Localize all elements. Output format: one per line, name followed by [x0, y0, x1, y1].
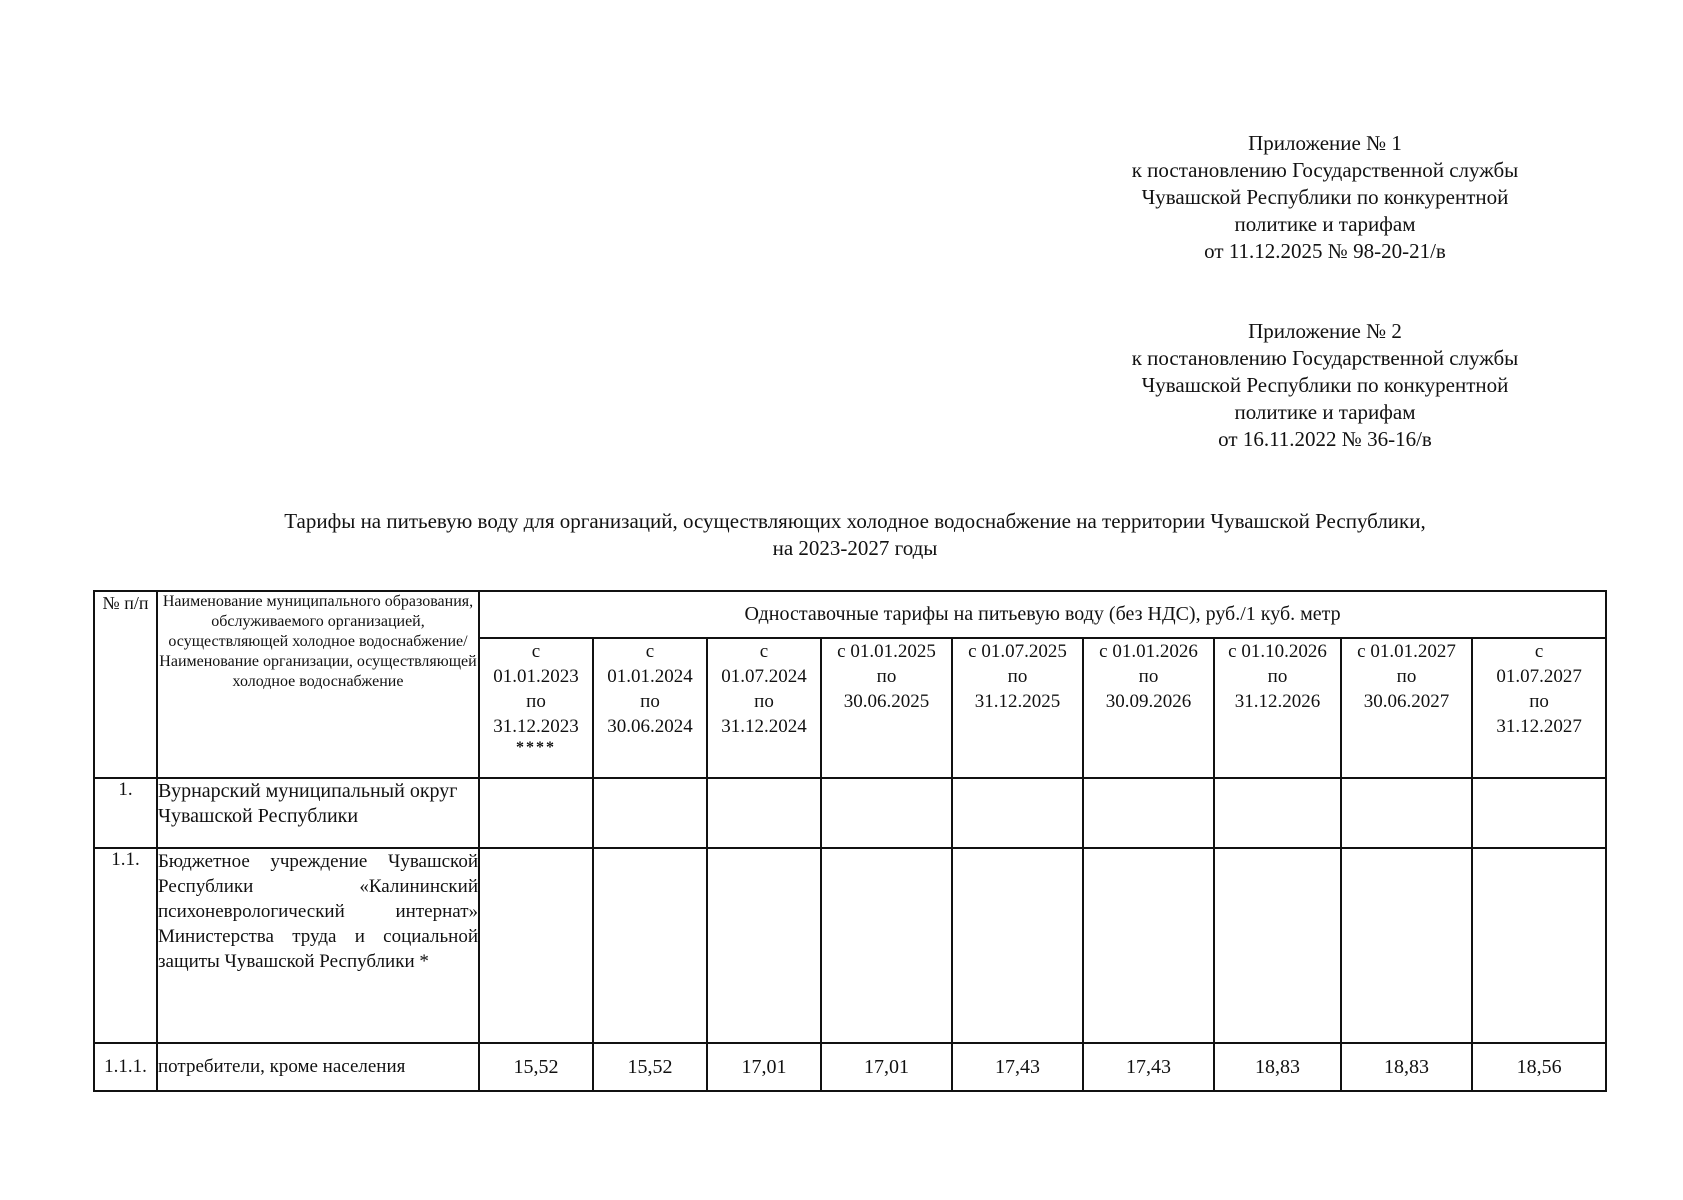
period-line: 30.09.2026: [1105, 691, 1192, 712]
period-line: 30.06.2024: [607, 716, 693, 737]
period-line: по: [640, 691, 660, 712]
period-header-2026-q1-q3: [1083, 638, 1214, 778]
appendix-1-date: от 11.12.2025 № 98-20-21/в: [1204, 239, 1446, 263]
period-line: по: [1529, 691, 1549, 712]
period-line: 30.06.2025: [843, 691, 930, 712]
appendix-1-number: Приложение № 1: [1248, 131, 1402, 155]
period-header-2024-h2: [707, 638, 821, 778]
tariffs-table: [93, 590, 1607, 1092]
period-header-2025-h1: [821, 638, 952, 778]
empty-cell: [479, 778, 593, 848]
empty-cell: [593, 778, 707, 848]
period-header-2027-h1: [1341, 638, 1472, 778]
period-line: с: [1534, 641, 1544, 662]
period-header-2023: [479, 638, 593, 778]
appendix-2-number: Приложение № 2: [1248, 319, 1402, 343]
tariff-value: 18,56: [1472, 1043, 1606, 1091]
row-number: 1.1.1.: [94, 1043, 157, 1091]
document-title-line-2: на 2023-2027 годы: [772, 536, 938, 560]
row-number: 1.1.: [94, 848, 157, 1043]
period-line: с: [645, 641, 655, 662]
period-line: по: [876, 666, 897, 687]
tariff-value: 18,83: [1341, 1043, 1472, 1091]
empty-cell: [821, 778, 952, 848]
period-line: по: [1007, 666, 1028, 687]
period-header-2024-h1: [593, 638, 707, 778]
period-line: с 01.01.2025: [837, 641, 936, 662]
period-line: с 01.01.2027: [1357, 641, 1456, 662]
table-row-consumers: [94, 1043, 1606, 1091]
period-header-2025-h2: [952, 638, 1083, 778]
appendix-2-line-4: политике и тарифам: [1234, 400, 1416, 424]
empty-cell: [1341, 778, 1472, 848]
table-row-organization: [94, 848, 1606, 1043]
appendix-1-line-3: Чувашской Республики по конкурентной: [1141, 185, 1509, 209]
appendix-1-line-4: политике и тарифам: [1234, 212, 1416, 236]
tariff-value: 15,52: [593, 1043, 707, 1091]
district-name: Вурнарский муниципальный округ Чувашской Республики: [157, 778, 479, 848]
table-header-row: [94, 591, 1606, 638]
period-line: с: [531, 641, 541, 662]
column-header-name: Наименование муниципального образования, обслуживаемого организацией, осуществляющей холодное водоснабжение/Наименование организации, осуществляющей холодное водоснабжение: [157, 591, 479, 778]
row-number: 1.: [94, 778, 157, 848]
period-line: с 01.10.2026: [1228, 641, 1327, 662]
empty-cell: [707, 778, 821, 848]
table-row-district: [94, 778, 1606, 848]
appendix-2-line-3: Чувашской Республики по конкурентной: [1141, 373, 1509, 397]
column-header-number: № п/п: [94, 591, 157, 778]
empty-cell: [821, 848, 952, 1043]
appendix-2-header: [1090, 318, 1560, 453]
empty-cell: [1472, 778, 1606, 848]
period-line: с 01.01.2026: [1099, 641, 1198, 662]
organization-name: Бюджетное учреждение Чувашской Республики «Калининский психоневрологический интернат» Министерства труда и социальной защиты Чувашской Республики *: [157, 848, 479, 1043]
period-line: по: [754, 691, 774, 712]
period-line: с: [759, 641, 769, 662]
empty-cell: [1341, 848, 1472, 1043]
period-line: 01.07.2024: [721, 666, 807, 687]
tariff-value: 15,52: [479, 1043, 593, 1091]
tariff-value: 17,43: [952, 1043, 1083, 1091]
appendix-1-header: [1090, 130, 1560, 265]
period-line: 31.12.2025: [974, 691, 1061, 712]
tariff-value: 17,01: [821, 1043, 952, 1091]
period-line: 01.01.2024: [607, 666, 693, 687]
empty-cell: [593, 848, 707, 1043]
period-header-2026-q4: [1214, 638, 1341, 778]
appendix-2-line-2: к постановлению Государственной службы: [1131, 346, 1519, 370]
period-header-2027-h2: [1472, 638, 1606, 778]
empty-cell: [1472, 848, 1606, 1043]
period-line: 01.07.2027: [1496, 666, 1582, 687]
period-line: 31.12.2026: [1234, 691, 1321, 712]
empty-cell: [1083, 848, 1214, 1043]
empty-cell: [479, 848, 593, 1043]
tariff-value: 18,83: [1214, 1043, 1341, 1091]
period-line: по: [1267, 666, 1288, 687]
empty-cell: [1214, 778, 1341, 848]
empty-cell: [707, 848, 821, 1043]
tariff-value: 17,43: [1083, 1043, 1214, 1091]
tariff-value: 17,01: [707, 1043, 821, 1091]
empty-cell: [1214, 848, 1341, 1043]
period-line: с 01.07.2025: [968, 641, 1067, 662]
period-line: 30.06.2027: [1363, 691, 1450, 712]
period-line: по: [1138, 666, 1159, 687]
empty-cell: [952, 848, 1083, 1043]
period-line: 01.01.2023: [493, 666, 579, 687]
period-line: 31.12.2023: [493, 716, 579, 737]
appendix-2-date: от 16.11.2022 № 36-16/в: [1218, 427, 1432, 451]
appendix-1-line-2: к постановлению Государственной службы: [1131, 158, 1519, 182]
empty-cell: [1083, 778, 1214, 848]
document-title-line-1: Тарифы на питьевую воду для организаций, осуществляющих холодное водоснабжение на территории Чувашской Республики,: [284, 509, 1426, 533]
empty-cell: [952, 778, 1083, 848]
period-line: 31.12.2027: [1496, 716, 1582, 737]
document-title: [90, 508, 1620, 562]
period-line: 31.12.2024: [721, 716, 807, 737]
consumer-category: потребители, кроме населения: [157, 1043, 479, 1091]
period-line: по: [1396, 666, 1417, 687]
footnote-marker: ****: [516, 739, 556, 756]
column-group-header-tariffs: Одноставочные тарифы на питьевую воду (без НДС), руб./1 куб. метр: [479, 591, 1606, 638]
period-line: по: [526, 691, 546, 712]
